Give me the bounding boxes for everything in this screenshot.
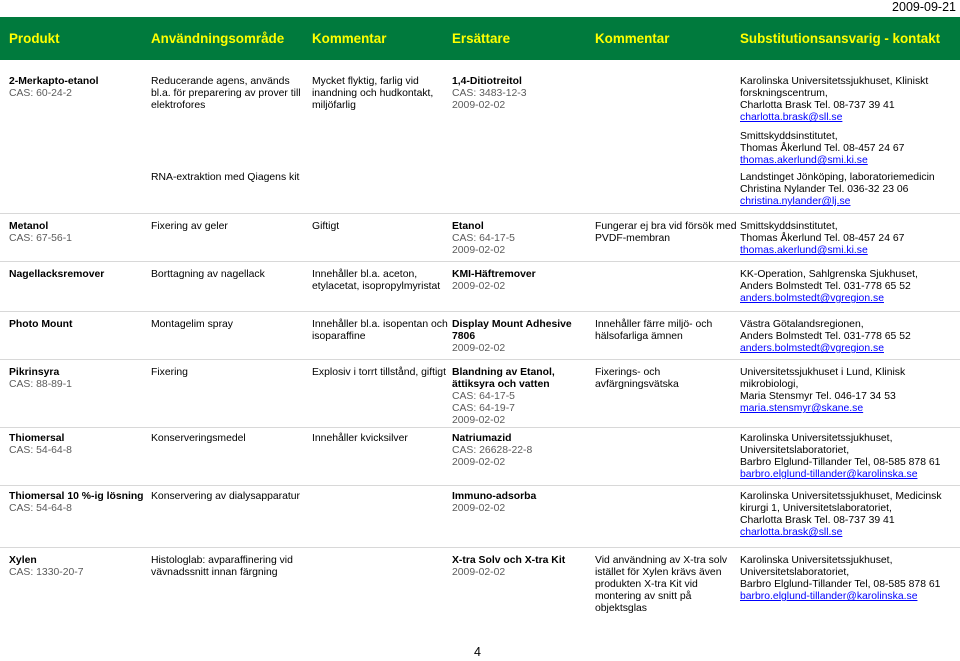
contact-email-link[interactable]: barbro.elglund-tillander@karolinska.se: [740, 469, 918, 480]
contact-line: mikrobiologi,: [740, 379, 799, 390]
replacement-name: KMI-Häftremover: [452, 269, 536, 280]
row-divider: [0, 261, 960, 262]
contact-line: Christina Nylander Tel. 036-32 23 06: [740, 184, 909, 195]
replacement-comment: montering av snitt på: [595, 591, 692, 602]
header-comment: Kommentar: [312, 31, 387, 46]
replacement-name: X-tra Solv och X-tra Kit: [452, 555, 566, 566]
contact-email-link[interactable]: thomas.akerlund@smi.ki.se: [740, 245, 868, 256]
usage-line: Konservering av dialysapparatur: [151, 491, 301, 502]
comment-line: etylacetat, isopropylmyristat: [312, 281, 441, 292]
product-cas: CAS: 1330-20-7: [9, 567, 84, 578]
contact-email-link[interactable]: anders.bolmstedt@vgregion.se: [740, 343, 884, 354]
comment-line: Explosiv i torrt tillstånd, giftigt: [312, 367, 446, 378]
header-usage: Användningsområde: [151, 31, 285, 46]
contact-line: Barbro Elglund-Tillander Tel, 08-585 878 61: [740, 457, 941, 468]
contact-email-link[interactable]: maria.stensmyr@skane.se: [740, 403, 864, 414]
replacement-date: 2009-02-02: [452, 343, 506, 354]
replacement-date: 2009-02-02: [452, 457, 506, 468]
usage-line: Fixering: [151, 367, 188, 378]
replacement-name: 7806: [452, 331, 476, 342]
contact-line: Karolinska Universitetssjukhuset,: [740, 555, 893, 566]
contact-line: Karolinska Universitetssjukhuset, Kliniskt: [740, 76, 929, 87]
product-name: Metanol: [9, 221, 49, 232]
comment-line: Mycket flyktig, farlig vid: [312, 76, 419, 87]
contact-email-link[interactable]: barbro.elglund-tillander@karolinska.se: [740, 591, 918, 602]
usage-line: Konserveringsmedel: [151, 433, 246, 444]
product-cas: CAS: 60-24-2: [9, 88, 72, 99]
contact-line: Charlotta Brask Tel. 08-737 39 41: [740, 515, 895, 526]
product-name: 2-Merkapto-etanol: [9, 76, 99, 87]
replacement-cas: CAS: 64-19-7: [452, 403, 515, 414]
comment-line: miljöfarlig: [312, 100, 356, 111]
contact-line: Thomas Åkerlund Tel. 08-457 24 67: [740, 233, 905, 244]
contact-line: Thomas Åkerlund Tel. 08-457 24 67: [740, 143, 905, 154]
replacement-name: 1,4-Ditiotreitol: [452, 76, 522, 87]
replacement-comment: Innehåller färre miljö- och: [595, 319, 713, 330]
product-name: Xylen: [9, 555, 37, 566]
contact-email-link[interactable]: anders.bolmstedt@vgregion.se: [740, 293, 884, 304]
contact-line: Landstinget Jönköping, laboratoriemedicin: [740, 172, 935, 183]
contact-line: Karolinska Universitetssjukhuset,: [740, 433, 893, 444]
replacement-name: Display Mount Adhesive: [452, 319, 572, 330]
row-divider: [0, 359, 960, 360]
replacement-comment: PVDF-membran: [595, 233, 671, 244]
contact-email-link[interactable]: christina.nylander@lj.se: [740, 196, 851, 207]
row-divider: [0, 547, 960, 548]
contact-line: kirurgi 1, Universitetslaboratoriet,: [740, 503, 892, 514]
product-name: Thiomersal 10 %-ig lösning: [9, 491, 144, 502]
comment-line: Innehåller bl.a. isopentan och: [312, 319, 448, 330]
replacement-name: Natriumazid: [452, 433, 512, 444]
contact-email-link[interactable]: thomas.akerlund@smi.ki.se: [740, 155, 868, 166]
replacement-comment: istället för Xylen krävs även: [595, 567, 722, 578]
table-header: [0, 17, 960, 60]
usage-line: vävnadssnitt innan färgning: [151, 567, 278, 578]
replacement-name: ättiksyra och vatten: [452, 379, 550, 390]
replacement-cas: CAS: 64-17-5: [452, 391, 515, 402]
replacement-name: Etanol: [452, 221, 484, 232]
product-cas: CAS: 88-89-1: [9, 379, 72, 390]
row-divider: [0, 485, 960, 486]
replacement-name: Blandning av Etanol,: [452, 367, 555, 378]
comment-line: Innehåller kvicksilver: [312, 433, 408, 444]
contact-line: Smittskyddsinstitutet,: [740, 221, 838, 232]
replacement-comment: produkten X-tra Kit vid: [595, 579, 698, 590]
replacement-date: 2009-02-02: [452, 503, 506, 514]
replacement-name: Immuno-adsorba: [452, 491, 537, 502]
contact-line: Charlotta Brask Tel. 08-737 39 41: [740, 100, 895, 111]
page-number: 4: [474, 645, 481, 659]
product-cas: CAS: 54-64-8: [9, 445, 72, 456]
usage-line: Reducerande agens, används: [151, 76, 290, 87]
product-name: Thiomersal: [9, 433, 65, 444]
replacement-date: 2009-02-02: [452, 245, 506, 256]
usage-line: elektrofores: [151, 100, 206, 111]
contact-line: Universitetslaboratoriet,: [740, 445, 850, 456]
contact-line: Karolinska Universitetssjukhuset, Medicinsk: [740, 491, 942, 502]
usage-line: Histologlab: avparaffinering vid: [151, 555, 293, 566]
replacement-date: 2009-02-02: [452, 100, 506, 111]
replacement-comment: Vid användning av X-tra solv: [595, 555, 728, 566]
comment-line: Innehåller bl.a. aceton,: [312, 269, 418, 280]
product-name: Nagellacksremover: [9, 269, 105, 280]
usage-line: RNA-extraktion med Qiagens kit: [151, 172, 300, 183]
usage-line: Borttagning av nagellack: [151, 269, 265, 280]
replacement-comment: hälsofarliga ämnen: [595, 331, 683, 342]
replacement-cas: CAS: 26628-22-8: [452, 445, 533, 456]
row-divider: [0, 311, 960, 312]
product-cas: CAS: 67-56-1: [9, 233, 72, 244]
header-product: Produkt: [9, 31, 60, 46]
header-replacement: Ersättare: [452, 31, 511, 46]
row-divider: [0, 213, 960, 214]
replacement-cas: CAS: 3483-12-3: [452, 88, 527, 99]
contact-line: Västra Götalandsregionen,: [740, 319, 864, 330]
contact-email-link[interactable]: charlotta.brask@sll.se: [740, 112, 843, 123]
row-divider: [0, 427, 960, 428]
usage-line: bl.a. för preparering av prover till: [151, 88, 301, 99]
contact-line: forskningscentrum,: [740, 88, 828, 99]
product-name: Pikrinsyra: [9, 367, 60, 378]
comment-line: inandning och hudkontakt,: [312, 88, 434, 99]
replacement-cas: CAS: 64-17-5: [452, 233, 515, 244]
replacement-comment: Fixerings- och: [595, 367, 661, 378]
product-cas: CAS: 54-64-8: [9, 503, 72, 514]
usage-line: Fixering av geler: [151, 221, 228, 232]
contact-line: Universitetssjukhuset i Lund, Klinisk: [740, 367, 906, 378]
replacement-date: 2009-02-02: [452, 281, 506, 292]
replacement-date: 2009-02-02: [452, 567, 506, 578]
contact-line: Universitetslaboratoriet,: [740, 567, 850, 578]
header-comment-2: Kommentar: [595, 31, 670, 46]
contact-line: Anders Bolmstedt Tel. 031-778 65 52: [740, 331, 911, 342]
replacement-comment: objektsglas: [595, 603, 647, 614]
contact-line: Barbro Elglund-Tillander Tel, 08-585 878 61: [740, 579, 941, 590]
product-name: Photo Mount: [9, 319, 73, 330]
header-contact: Substitutionsansvarig - kontakt: [740, 31, 941, 46]
replacement-date: 2009-02-02: [452, 415, 506, 426]
contact-email-link[interactable]: charlotta.brask@sll.se: [740, 527, 843, 538]
comment-line: isoparaffine: [312, 331, 366, 342]
contact-line: KK-Operation, Sahlgrenska Sjukhuset,: [740, 269, 918, 280]
usage-line: Montagelim spray: [151, 319, 234, 330]
replacement-comment: avfärgningsvätska: [595, 379, 679, 390]
contact-line: Anders Bolmstedt Tel. 031-778 65 52: [740, 281, 911, 292]
replacement-comment: Fungerar ej bra vid försök med: [595, 221, 737, 232]
contact-line: Maria Stensmyr Tel. 046-17 34 53: [740, 391, 896, 402]
comment-line: Giftigt: [312, 221, 340, 232]
contact-line: Smittskyddsinstitutet,: [740, 131, 838, 142]
document-date: 2009-09-21: [892, 0, 956, 14]
